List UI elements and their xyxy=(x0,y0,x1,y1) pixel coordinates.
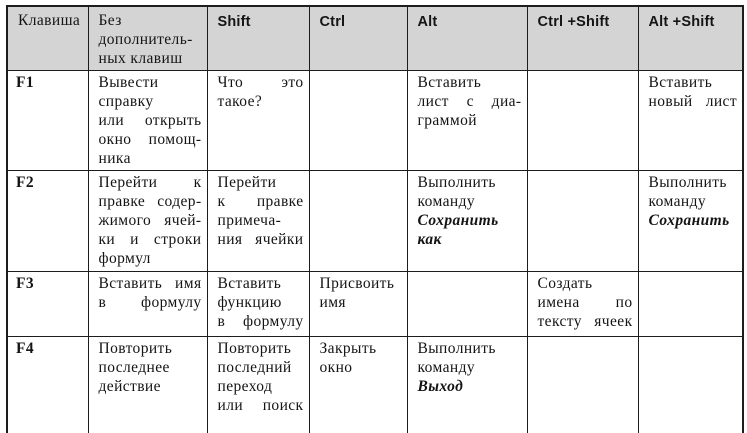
cell-f1-alt xyxy=(407,71,527,171)
cell-text-emphasis: Выход xyxy=(417,378,464,395)
cell-f3-shift xyxy=(207,272,309,337)
key-label: F3 xyxy=(16,275,35,292)
cell-f2-ctrl xyxy=(309,171,407,272)
cell-f1-no-modifier xyxy=(88,71,207,171)
cell-text: Выполнить команду xyxy=(648,174,727,210)
cell-f1-key xyxy=(7,71,88,171)
cell-f1-alt-shift xyxy=(638,71,743,171)
cell-f3-ctrl-shift xyxy=(527,272,638,337)
cell-f1-shift xyxy=(207,71,309,171)
col-header-shift-label: Shift xyxy=(217,14,251,30)
col-header-alt xyxy=(407,6,527,71)
cell-text-emphasis: Сохранить xyxy=(648,212,730,229)
col-header-alt-label: Alt xyxy=(417,14,438,30)
col-header-shift xyxy=(207,6,309,71)
cell-text: Что это такое? xyxy=(217,74,304,110)
cell-f4-shift xyxy=(207,337,309,433)
col-header-key xyxy=(7,6,88,71)
col-header-ctrl-shift xyxy=(527,6,638,71)
cell-f4-alt xyxy=(407,337,527,433)
cell-text-emphasis: Сохранить как xyxy=(417,212,499,248)
cell-text: Вставить лист с диа- граммой xyxy=(417,74,522,129)
cell-f1-ctrl xyxy=(309,71,407,171)
cell-f3-key xyxy=(7,272,88,337)
hotkeys-table xyxy=(6,5,744,433)
header-row xyxy=(7,6,743,71)
cell-f2-no-modifier xyxy=(88,171,207,272)
cell-f4-ctrl-shift xyxy=(527,337,638,433)
cell-text: Вывести справку или открыть окно помощ- ника xyxy=(98,74,202,167)
cell-f2-shift xyxy=(207,171,309,272)
cell-text: Закрыть окно xyxy=(319,340,377,376)
cell-f3-ctrl xyxy=(309,272,407,337)
col-header-alt-shift-label: Alt +Shift xyxy=(648,14,715,30)
cell-f2-alt-shift xyxy=(638,171,743,272)
col-header-ctrl-label: Ctrl xyxy=(319,14,346,30)
cell-f2-key xyxy=(7,171,88,272)
table-row-f2 xyxy=(7,171,743,272)
key-label: F2 xyxy=(16,174,35,191)
cell-f1-ctrl-shift xyxy=(527,71,638,171)
cell-f3-alt xyxy=(407,272,527,337)
key-label: F4 xyxy=(16,340,35,357)
cell-text: Перейти к правке примеча- ния ячейки xyxy=(217,174,304,248)
cell-f2-ctrl-shift xyxy=(527,171,638,272)
col-header-alt-shift xyxy=(638,6,743,71)
cell-text: Вставить имя в формулу xyxy=(98,275,202,311)
cell-f4-ctrl xyxy=(309,337,407,433)
col-header-no-modifier xyxy=(88,6,207,71)
cell-text: Вставить функцию в формулу xyxy=(217,275,304,330)
cell-text: Вставить новый лист xyxy=(648,74,737,110)
col-header-key-label: Клавиша xyxy=(18,12,81,29)
cell-f3-alt-shift xyxy=(638,272,743,337)
table-row-f3 xyxy=(7,272,743,337)
col-header-ctrl xyxy=(309,6,407,71)
key-label: F1 xyxy=(16,74,35,91)
table-row-f1 xyxy=(7,71,743,171)
cell-f2-alt xyxy=(407,171,527,272)
col-header-ctrl-shift-label: Ctrl +Shift xyxy=(537,14,610,30)
cell-text: Выполнить команду xyxy=(417,340,496,376)
cell-text: Присвоить имя xyxy=(319,275,395,311)
cell-text: Повторить последний переход или поиск xyxy=(217,340,304,414)
cell-text: Перейти к правке содер- жимого ячей- ки и строки формул xyxy=(98,174,202,267)
cell-f4-alt-shift xyxy=(638,337,743,433)
table-row-f4 xyxy=(7,337,743,433)
cell-text: Выполнить команду xyxy=(417,174,496,210)
cell-text: Повторить последнее действие xyxy=(98,340,173,395)
cell-f4-no-modifier xyxy=(88,337,207,433)
cell-f4-key xyxy=(7,337,88,433)
col-header-no-modifier-label: Без дополнитель- ных клавиш xyxy=(98,12,193,67)
cell-text: Создать имена по тексту ячеек xyxy=(537,275,633,330)
cell-f3-no-modifier xyxy=(88,272,207,337)
